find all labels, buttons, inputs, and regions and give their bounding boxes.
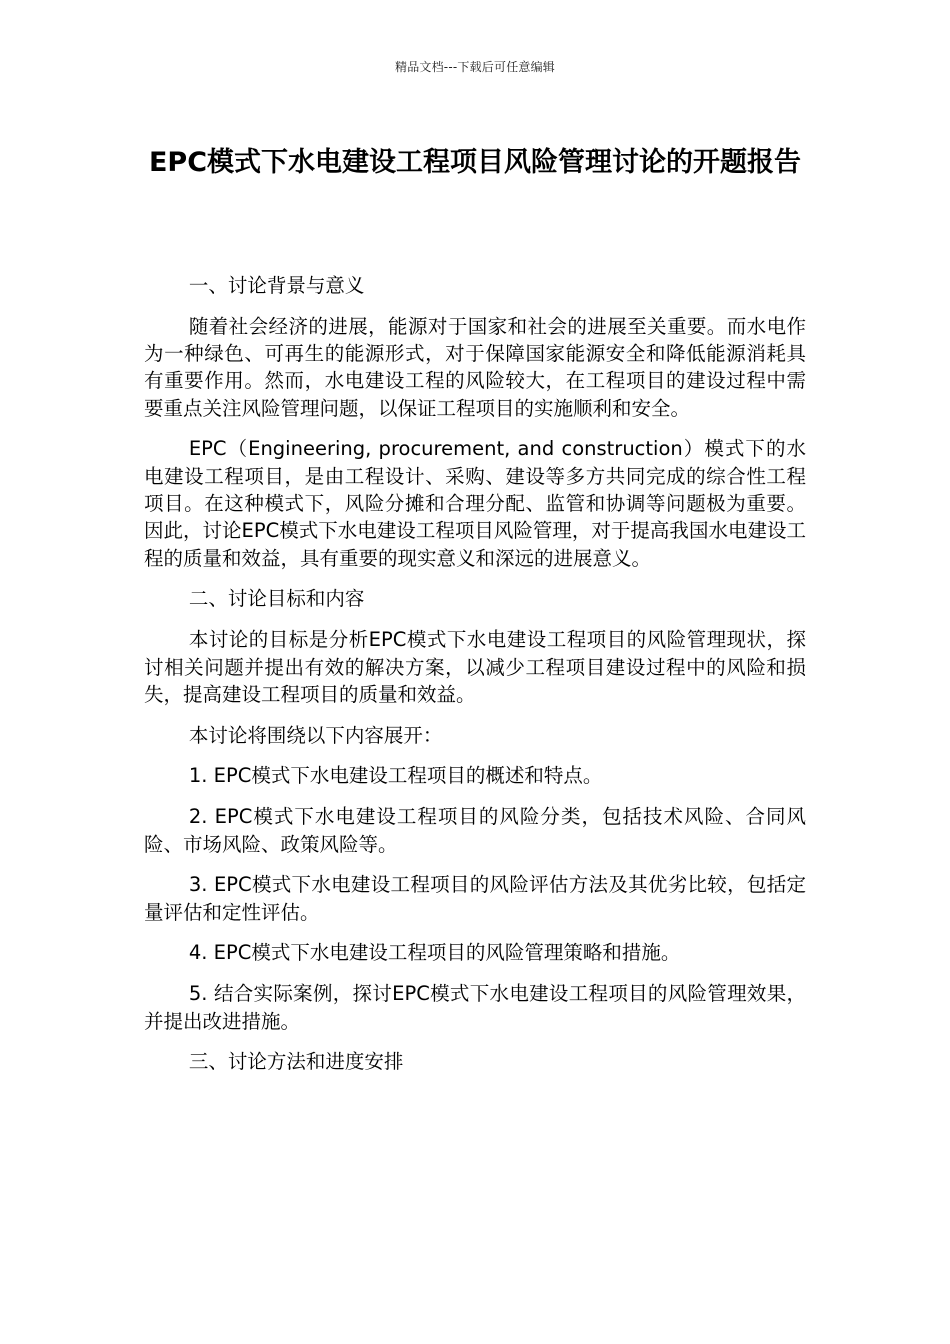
list-item: 4. EPC模式下水电建设工程项目的风险管理策略和措施。 (188, 941, 681, 965)
list-item: 1. EPC模式下水电建设工程项目的概述和特点。 (188, 764, 603, 788)
section-heading-background: 一、讨论背景与意义 (188, 274, 365, 297)
header-note: 精品文档---下载后可任意编辑 (395, 60, 555, 74)
list-item: 5. 结合实际案例，探讨EPC模式下水电建设工程项目的风险管理效果，并提出改进措施。 (144, 982, 806, 1033)
paragraph-background-1: 随着社会经济的进展，能源对于国家和社会的进展至关重要。而水电作为一种绿色、可再生的能源形式，对于保障国家能源安全和降低能源消耗具有重要作用。然而，水电建设工程的风险较大，在工程项目的建设过程中需要重点关注风险管理问题，以保证工程项目的实施顺利和安全。 (144, 314, 806, 420)
document-body (144, 272, 806, 1089)
list-item: 2. EPC模式下水电建设工程项目的风险分类，包括技术风险、合同风险、市场风险、政策风险等。 (144, 805, 806, 856)
paragraph-content-intro: 本讨论将围绕以下内容展开： (188, 723, 443, 747)
document-title: EPC模式下水电建设工程项目风险管理讨论的开题报告 (148, 147, 802, 178)
paragraph-goals: 本讨论的目标是分析EPC模式下水电建设工程项目的风险管理现状，探讨相关问题并提出有效的解决方案，以减少工程项目建设过程中的风险和损失，提高建设工程项目的质量和效益。 (144, 628, 806, 706)
section-heading-methods: 三、讨论方法和进度安排 (188, 1050, 404, 1074)
list-item: 3. EPC模式下水电建设工程项目的风险评估方法及其优劣比较，包括定量评估和定性评估。 (144, 873, 806, 924)
section-heading-goals: 二、讨论目标和内容 (188, 587, 365, 611)
paragraph-background-2: EPC（Engineering, procurement, and construction）模式下的水电建设工程项目，是由工程设计、采购、建设等多方共同完成的综合性工程项目。在这种模式下，风险分摊和合理分配、监管和协调等问题极为重要。因此，讨论EPC模式下水电建设工程项目风险管理，对于提高我国水电建设工程的质量和效益，具有重要的现实意义和深远的进展意义。 (144, 437, 806, 570)
